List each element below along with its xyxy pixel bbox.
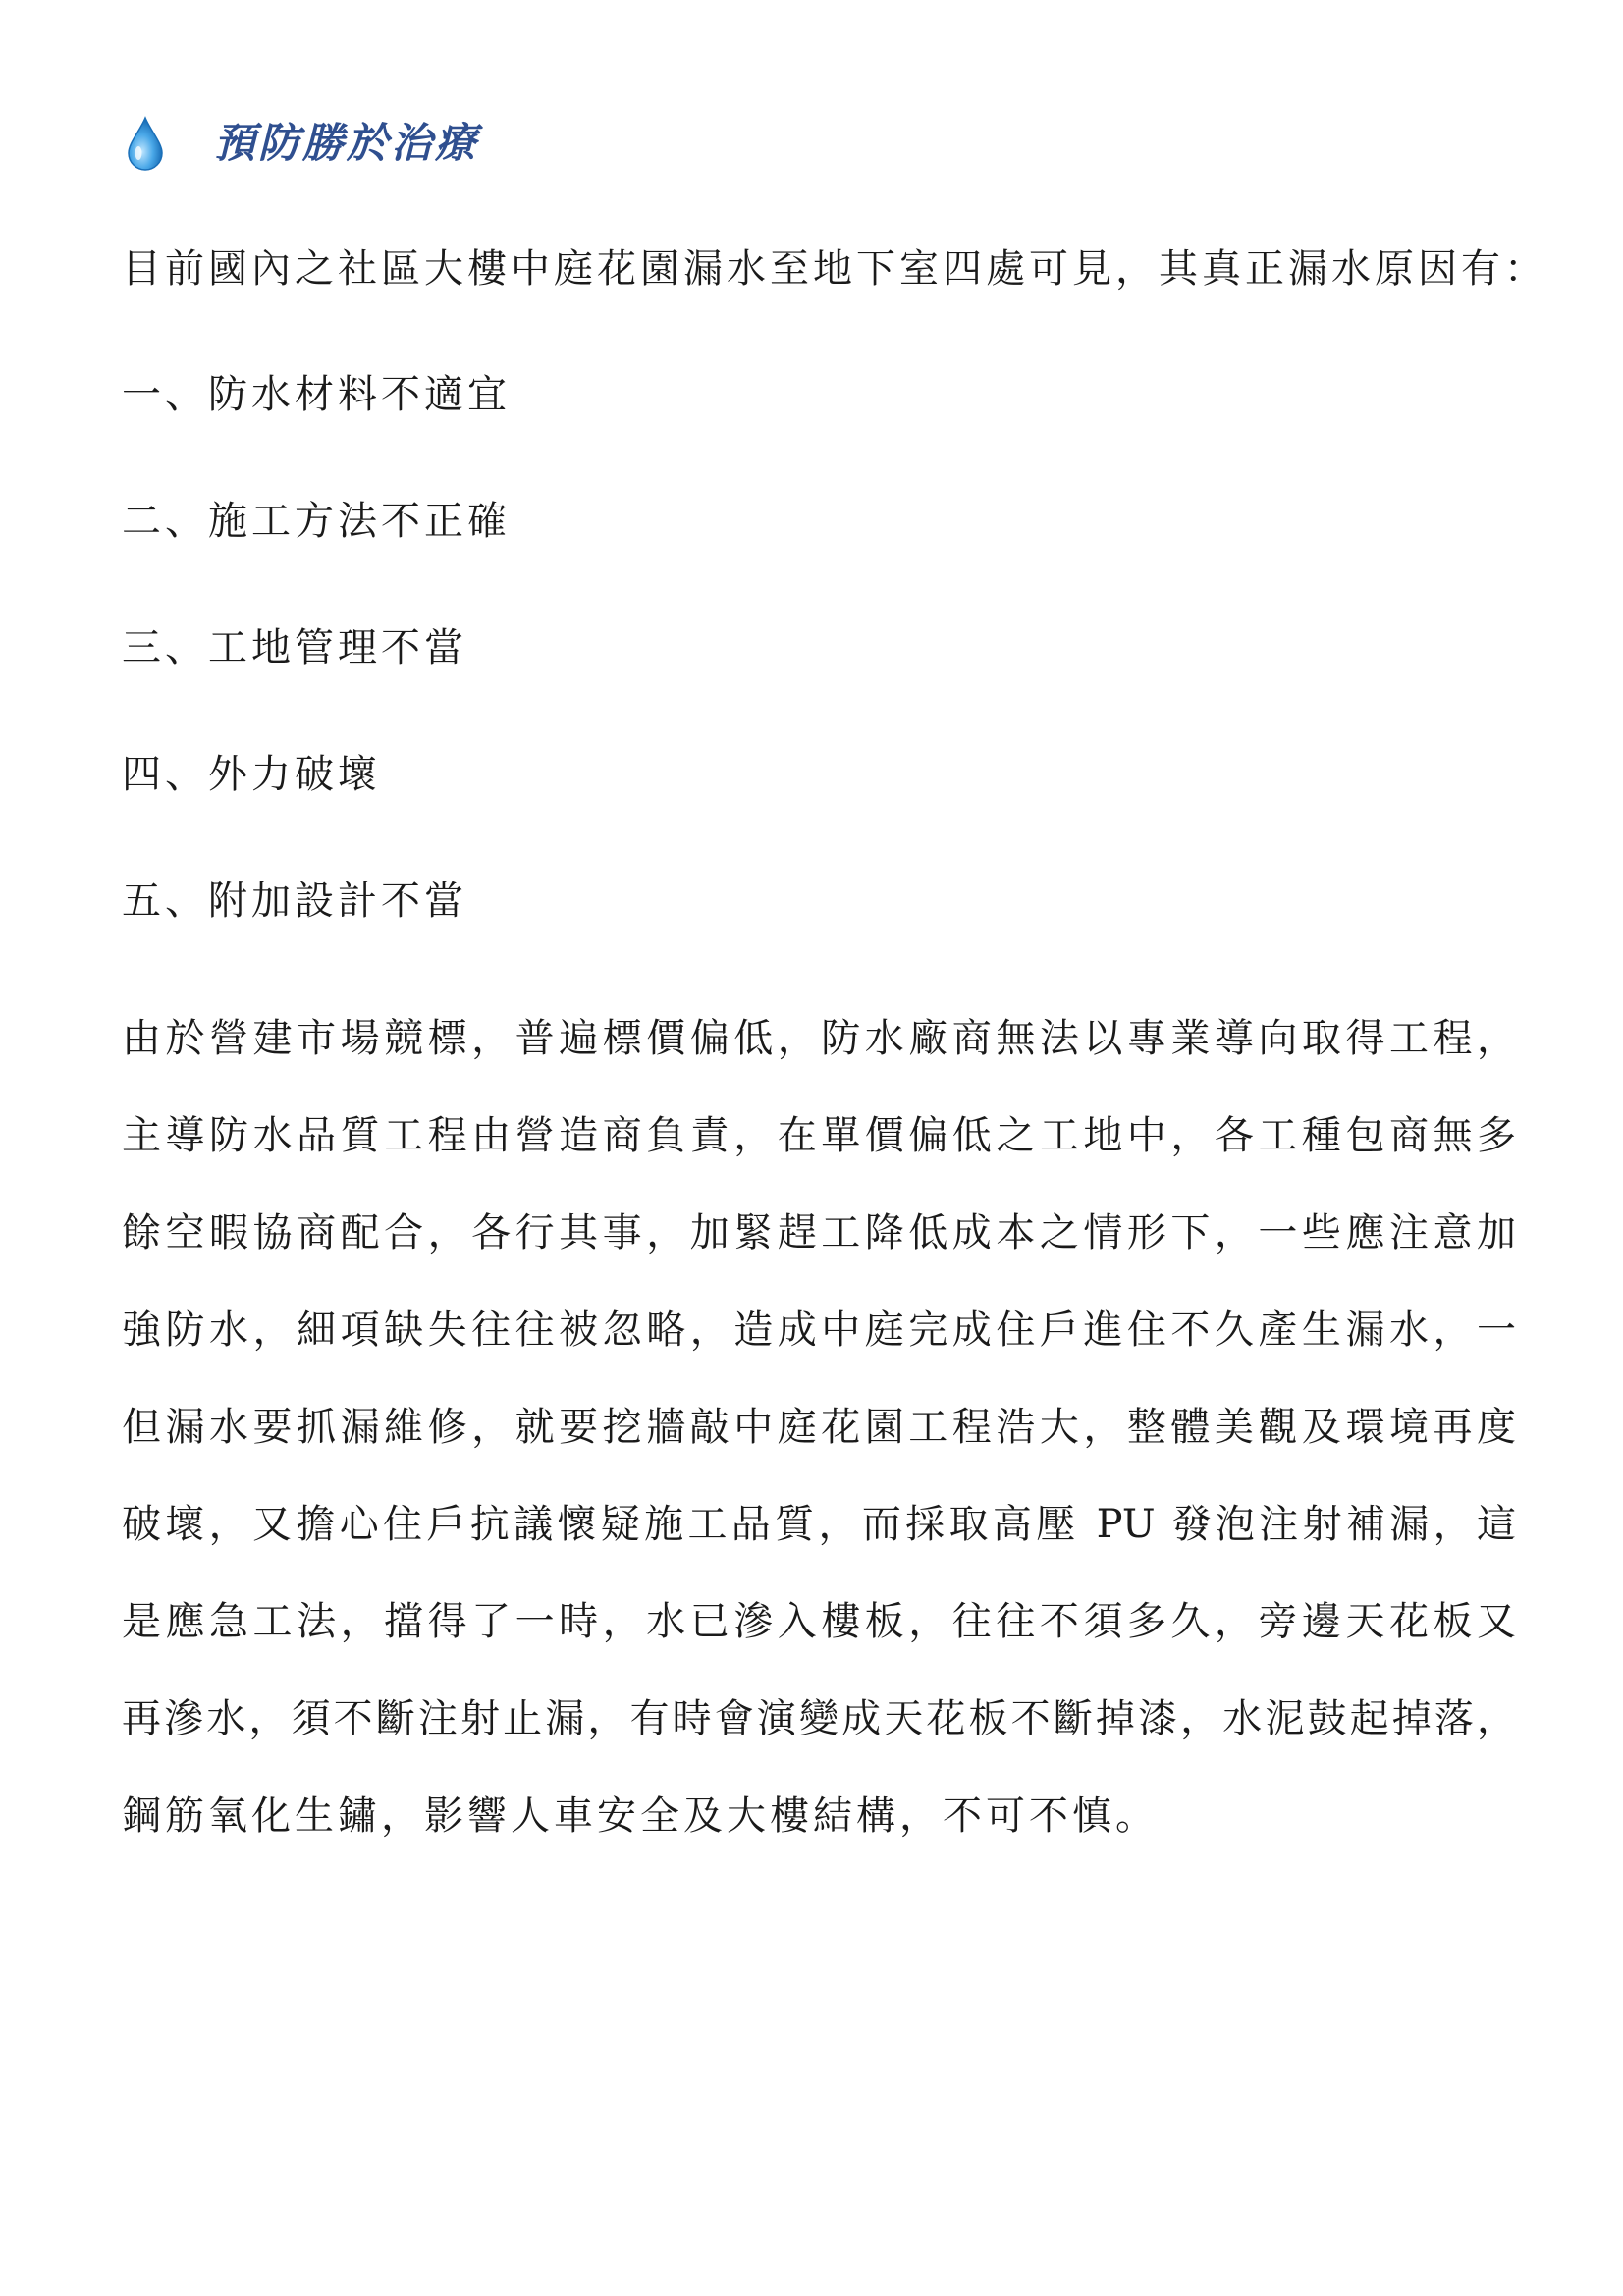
cause-item: 一、防水材料不適宜 — [122, 372, 511, 417]
section-heading — [126, 110, 479, 177]
cause-item: 四、外力破壞 — [122, 752, 381, 797]
cause-item: 二、施工方法不正確 — [122, 499, 511, 544]
paragraph-line: 鋼筋氧化生鏽，影響人車安全及大樓結構，不可不慎。 — [122, 1793, 1159, 1839]
paragraph-line: 是應急工法，擋得了一時，水已滲入樓板，往往不須多久，旁邊天花板又 — [122, 1599, 1516, 1644]
paragraph-line: 但漏水要抓漏維修，就要挖牆敲中庭花園工程浩大，整體美觀及環境再度 — [122, 1405, 1516, 1450]
paragraph-line: 再滲水，須不斷注射止漏，有時會演變成天花板不斷掉漆，水泥鼓起掉落， — [122, 1696, 1516, 1741]
intro-text: 目前國內之社區大樓中庭花園漏水至地下室四處可見，其真正漏水原因有： — [122, 246, 1547, 292]
water-drop-icon — [126, 116, 165, 171]
cause-item: 三、工地管理不當 — [122, 625, 467, 670]
heading-title: 預防勝於治療 — [214, 119, 480, 167]
paragraph-line: 破壞，又擔心住戶抗議懷疑施工品質，而採取高壓 PU 發泡注射補漏，這 — [122, 1502, 1516, 1547]
cause-item: 五、附加設計不當 — [122, 879, 467, 924]
paragraph-line: 主導防水品質工程由營造商負責，在單價偏低之工地中，各工種包商無多 — [122, 1113, 1516, 1158]
paragraph-line: 由於營建市場競標，普遍標價偏低，防水廠商無法以專業導向取得工程， — [122, 1016, 1516, 1061]
paragraph-line: 強防水，細項缺失往往被忽略，造成中庭完成住戶進住不久產生漏水，一 — [122, 1308, 1516, 1353]
paragraph-line: 餘空暇協商配合，各行其事，加緊趕工降低成本之情形下，一些應注意加 — [122, 1210, 1516, 1255]
